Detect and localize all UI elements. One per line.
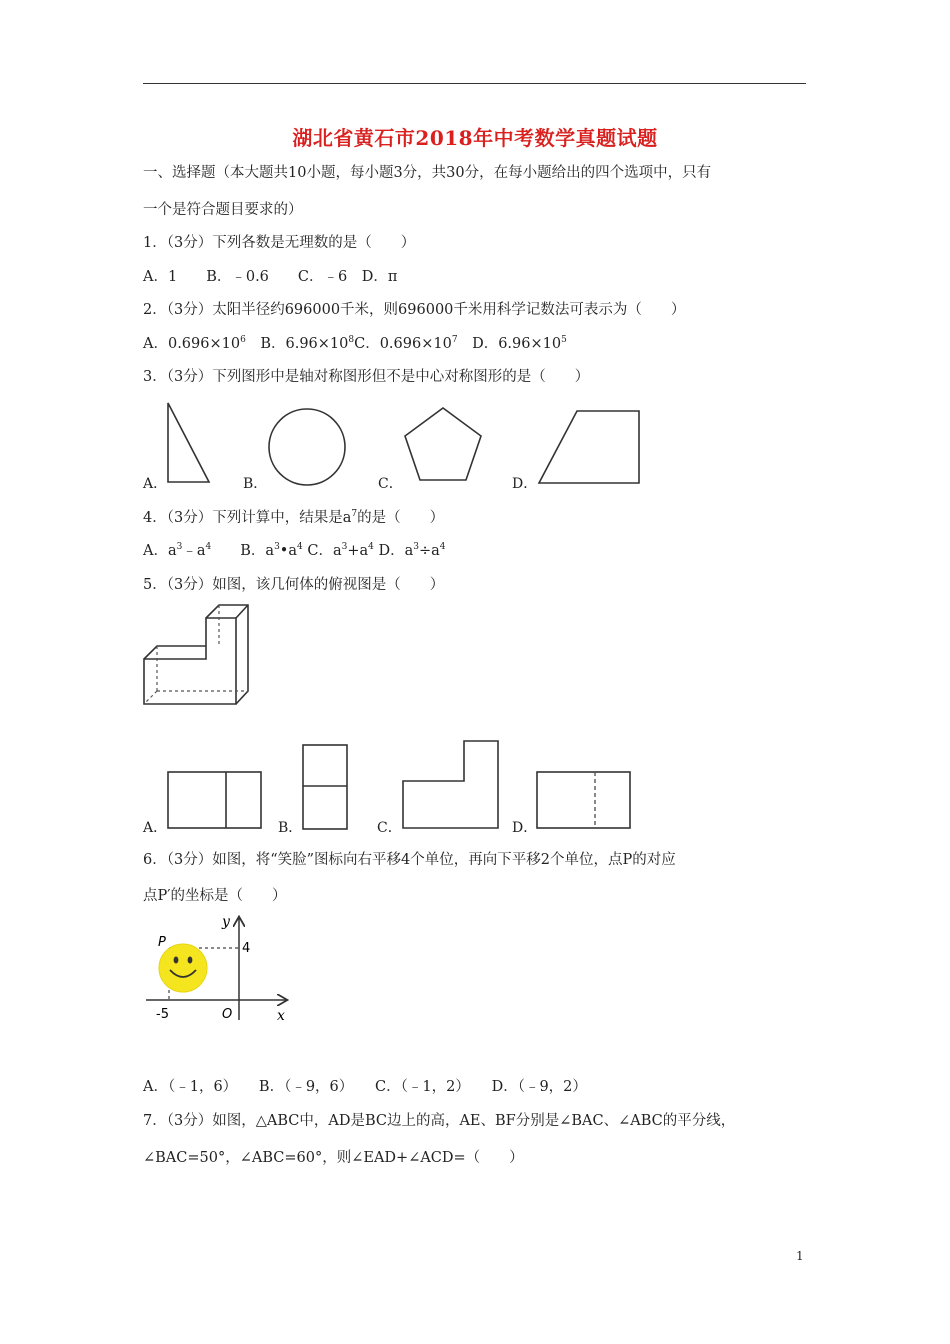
q6-stem-line1: 6．（3分）如图，将“笑脸”图标向右平移4个单位，再向下平移2个单位，点P的对应 [143,852,676,868]
q4-stem-pre: 4．（3分）下列计算中，结果是a [143,510,352,526]
q4-option-b: B．$a^3•a^4$ [240,542,303,559]
q5-option-b-figure [301,743,349,833]
q3-figure-circle [265,405,349,489]
q5-option-c-figure [400,738,502,832]
q3-label-d: D． [512,476,538,492]
point-p-label: P [158,935,166,950]
q3-label-c: C． [378,476,403,492]
x-tick-neg5: -5 [156,1007,169,1022]
smiley-face-icon [159,944,207,992]
q2-option-b-exp: 8 [348,335,355,345]
q2-option-d-exp: 5 [561,335,567,345]
q5-label-b: B． [278,820,303,836]
q2-option-a: A．0.696×10 [143,336,241,352]
y-tick-4: 4 [242,941,251,956]
q4-option-d: D．$a^3\div a^4$ [378,542,446,559]
q7-stem-line1: 7．（3分）如图，△ABC中，AD是BC边上的高，AE、BF分别是∠BAC、∠ABC的平分线， [143,1113,736,1129]
q3-label-a: A． [143,476,168,492]
q5-stem: 5．（3分）如图，该几何体的俯视图是（ ） [143,577,445,593]
q4-option-a: A．$a^3﹣a^4$ [143,542,212,559]
q1-options: A．1 B．﹣0.6 C．﹣6 D．π [143,269,398,285]
q3-figure-pentagon [400,405,486,485]
origin-label: O [222,1007,233,1022]
q2-options [143,334,567,354]
q3-stem: 3．（3分）下列图形中是轴对称图形但不是中心对称图形的是（ ） [143,369,590,385]
q7-stem-line2: ∠BAC=50°，∠ABC=60°，则∠EAD+∠ACD=（ ） [143,1150,524,1166]
q1-stem: 1．（3分）下列各数是无理数的是（ ） [143,235,416,251]
q2-option-c: C．0.696×10 [354,336,452,352]
q4-stem-post: 的是（ ） [357,510,445,526]
q3-figure-triangle [160,400,220,490]
q5-option-d-figure [535,770,633,832]
q2-option-b: B．6.96×10 [260,336,349,352]
q5-label-d: D． [512,820,538,836]
q6-stem-line2: 点P′的坐标是（ ） [143,888,287,904]
q6-options: A．（﹣1，6） B．（﹣9，6） C．（﹣1，2） D．（﹣9，2） [143,1079,587,1095]
q2-option-d: D．6.96×10 [472,336,562,352]
header-rule [143,83,806,84]
q2-option-c-exp: 7 [451,335,458,345]
q4-stem-exp: 7 [351,509,358,519]
q4-option-c: C．$a^3+a^4$ [307,542,374,559]
q5-option-a-figure [166,770,264,832]
section-heading-line2: 一个是符合题目要求的） [143,202,303,218]
y-axis-label: y [222,914,230,930]
q6-coordinate-figure [140,908,300,1028]
x-axis-label: x [277,1008,285,1024]
q2-option-a-exp: 6 [240,335,246,345]
q5-label-a: A． [143,820,168,836]
page-title: 湖北省黄石市2018年中考数学真题试题 [292,126,658,150]
q4-options [143,541,446,561]
section-heading-line1: 一、选择题（本大题共10小题，每小题3分，共30分，在每小题给出的四个选项中，只有 [143,165,712,181]
q4-stem [143,508,444,528]
q5-solid-figure [140,600,252,710]
q2-stem: 2．（3分）太阳半径约696000千米，则696000千米用科学记数法可表示为（ ） [143,302,686,318]
q3-label-b: B． [243,476,268,492]
page-number: 1 [796,1249,804,1263]
q3-figure-trapezoid [536,408,644,488]
q5-label-c: C． [377,820,402,836]
